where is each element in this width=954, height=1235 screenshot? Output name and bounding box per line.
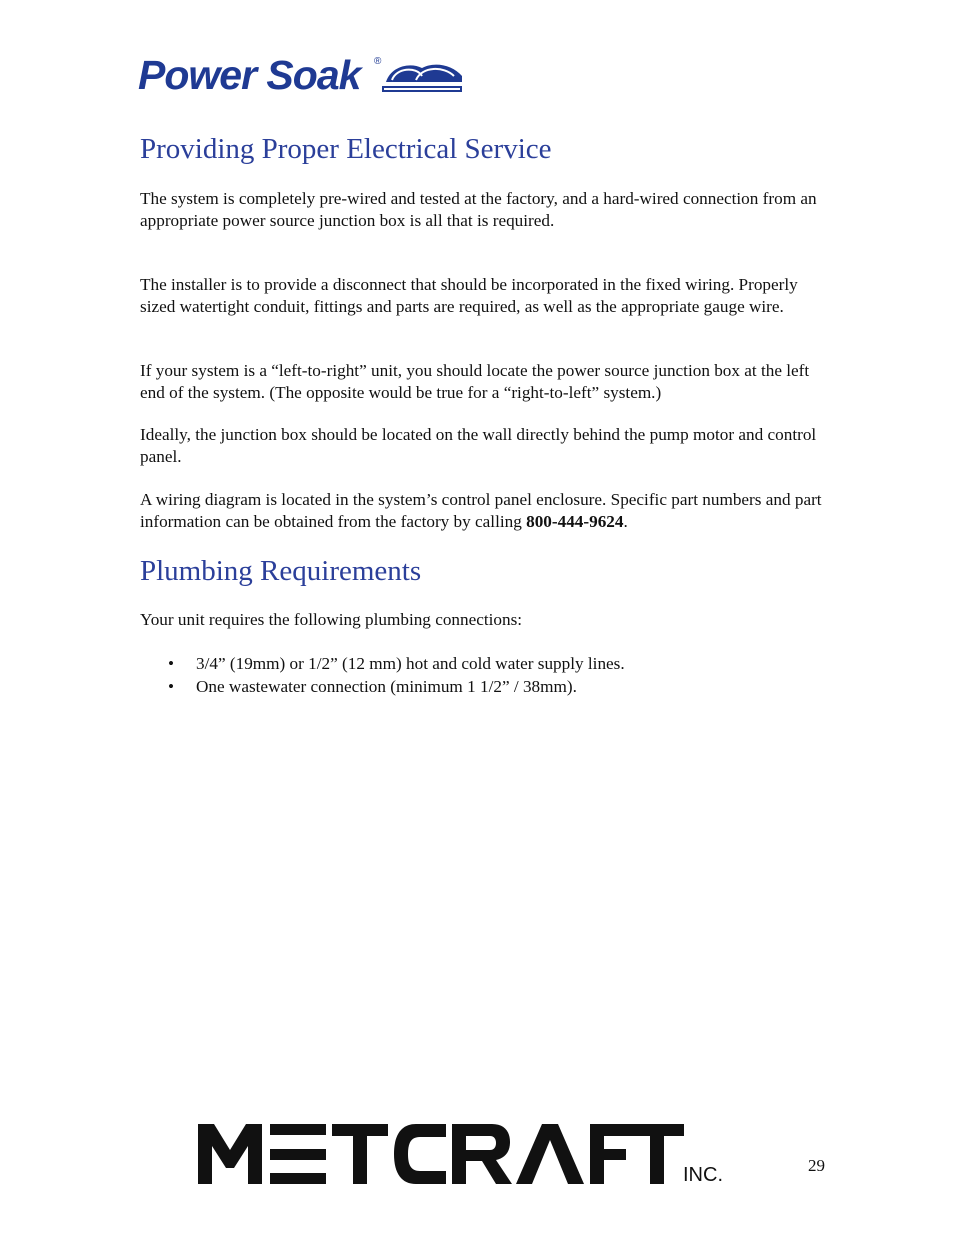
list-item (140, 652, 830, 675)
list-item-text: One wastewater connection (minimum 1 1/2” / 38mm). (196, 677, 577, 696)
metcraft-logo (196, 1120, 736, 1190)
bullet-icon: • (168, 654, 175, 673)
electrical-paragraph-3: If your system is a “left-to-right” unit, you should locate the power source junction box at the left end of the system. (The opposite would be true for a “right-to-left” system.) (140, 361, 810, 402)
page-number: 29 (808, 1156, 825, 1175)
registered-mark: ® (374, 56, 382, 67)
list-item-text: 3/4” (19mm) or 1/2” (12 mm) hot and cold water supply lines. (196, 654, 625, 673)
electrical-service-heading: Providing Proper Electrical Service (140, 133, 552, 165)
list-item (140, 675, 830, 698)
metcraft-inc-label: INC. (683, 1164, 723, 1186)
electrical-paragraph-2: The installer is to provide a disconnect that should be incorporated in the fixed wiring. Properly sized watertight conduit, fittings and parts are required, as well as the appropriate gauge wire. (140, 275, 798, 316)
brand-wordmark: Power Soak (138, 52, 361, 98)
power-soak-logo (138, 52, 468, 98)
wave-logo-icon (382, 58, 464, 94)
electrical-paragraph-1: The system is completely pre-wired and tested at the factory, and a hard-wired connection from an appropriate power source junction box is all that is required. (140, 189, 817, 230)
electrical-paragraph-4: Ideally, the junction box should be located on the wall directly behind the pump motor and control panel. (140, 425, 817, 466)
metcraft-wordmark-logo (196, 1120, 686, 1186)
factory-phone-number: 800-444-9624 (526, 511, 624, 531)
plumbing-intro: Your unit requires the following plumbing connections: (140, 610, 523, 629)
bullet-icon: • (168, 677, 175, 696)
paragraph-5-end: . (623, 511, 628, 531)
plumbing-requirements-heading: Plumbing Requirements (140, 555, 422, 587)
paragraph-5-text: A wiring diagram is located in the system’s control panel enclosure. Specific part numbers and part information can be obtained from the factory by calling (140, 490, 822, 531)
electrical-paragraph-5 (140, 489, 830, 532)
plumbing-list (140, 652, 830, 698)
